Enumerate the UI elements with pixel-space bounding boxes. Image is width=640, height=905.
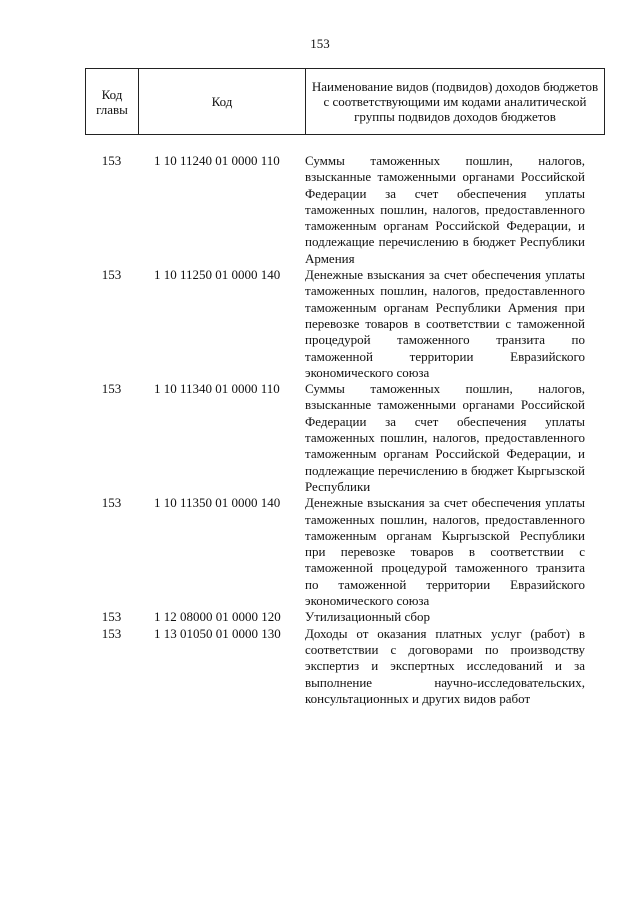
row-chapter-code: 153 <box>101 267 122 283</box>
row-code: 1 13 01050 01 0000 130 <box>154 625 281 641</box>
row-chapter-code: 153 <box>101 153 122 168</box>
row-code: 1 10 11340 01 0000 110 <box>154 381 280 397</box>
table-row <box>85 381 605 495</box>
header-name: Наименование видов (подвидов) доходов бюджетов с соответствующими им кодами аналитической группы подвидов доходов бюджетов <box>311 79 599 124</box>
row-chapter-code: 153 <box>101 625 122 641</box>
table-row <box>85 495 605 609</box>
header-chapter-code: Код главы <box>86 69 139 134</box>
row-name: Денежные взыскания за счет обеспечения уплаты таможенных пошлин, налогов, предоставленного таможенным органам Республики Армения при перевозке товаров в соответствии с таможенной процедурой таможенного транзита по таможенной территории Евразийского экономического союза <box>305 267 585 380</box>
table-row <box>85 626 605 707</box>
table-row <box>85 609 605 625</box>
row-code: 1 10 11350 01 0000 140 <box>154 495 281 511</box>
row-name: Утилизационный сбор <box>305 609 431 625</box>
row-code: 1 10 11240 01 0000 110 <box>154 153 280 168</box>
table-body <box>85 153 605 707</box>
row-name: Денежные взыскания за счет обеспечения уплаты таможенных пошлин, налогов, предоставленного таможенным органам Кыргызской Республики при перевозке товаров в соответствии с таможенной процедурой таможенного транзита по таможенной территории Евразийского экономического союза <box>305 495 585 609</box>
table-row <box>85 153 605 267</box>
row-code: 1 10 11250 01 0000 140 <box>154 267 281 283</box>
row-chapter-code: 153 <box>101 381 122 397</box>
row-code: 1 12 08000 01 0000 120 <box>154 609 281 625</box>
row-name: Доходы от оказания платных услуг (работ) в соответствии с договорами по производству экспертиз и экспертных исследований и за выполнение научно-исследовательских, консультационных и других видов работ <box>305 625 585 706</box>
row-name: Суммы таможенных пошлин, налогов, взысканные таможенными органами Российской Федерации за счет обеспечения уплаты таможенных пошлин, налогов, предоставленного таможенным органам Российской Федерации, и подлежащие перечислению в бюджет Республики Армения <box>305 153 585 266</box>
header-code: Код <box>139 69 306 134</box>
row-chapter-code: 153 <box>101 495 122 511</box>
page-number: 153 <box>310 36 330 51</box>
table-header <box>85 68 605 135</box>
row-name: Суммы таможенных пошлин, налогов, взысканные таможенными органами Российской Федерации за счет обеспечения уплаты таможенных пошлин, налогов, предоставленного таможенным органам Российской Федерации, и подлежащие перечислению в бюджет Кыргызской Республики <box>305 381 585 494</box>
table-row <box>85 267 605 381</box>
row-chapter-code: 153 <box>101 609 122 625</box>
